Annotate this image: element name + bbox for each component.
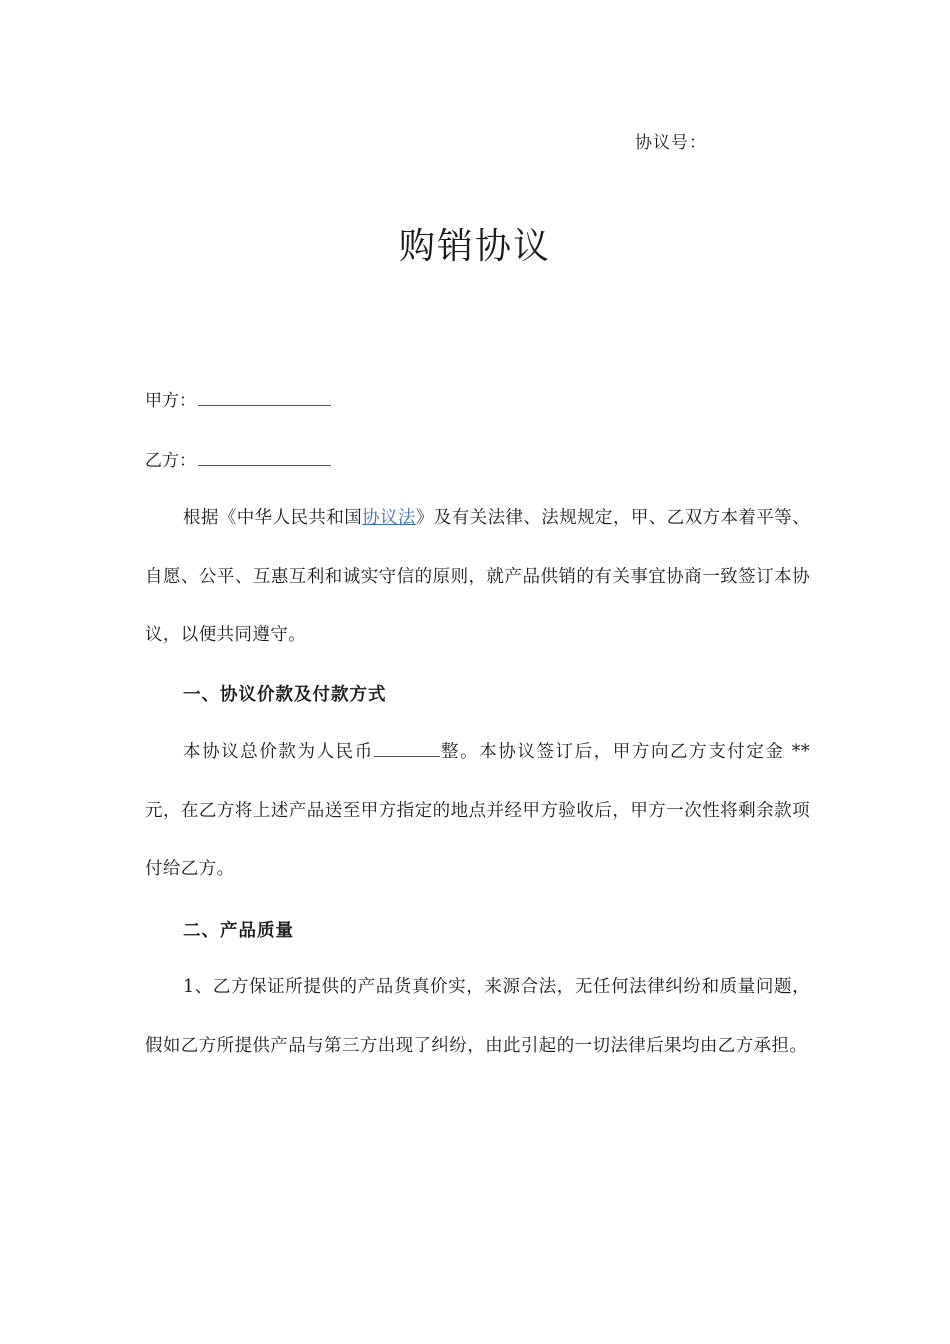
party-b-blank[interactable]: [198, 451, 331, 466]
contract-law-link[interactable]: 协议法: [362, 508, 416, 528]
section-1-heading: 一、协议价款及付款方式: [183, 685, 387, 705]
section-1-text-2: 整。本协议签订后，甲方向乙方支付定金 **元，在乙方将上述产品送至甲方指定的地点并经甲方验收后，甲方一次性将剩余款项付给乙方。: [145, 742, 810, 879]
preamble-text-2: 》及有关法律、法规规定，甲、乙双方本着平等、自愿、公平、互惠互利和诚实守信的原则，就产品供销的有关事宜协商一致签订本协议，以便共同遵守。: [145, 508, 811, 645]
agreement-number-label: 协议号：: [635, 133, 707, 153]
section-1-paragraph: [145, 723, 810, 899]
section-2-heading: 二、产品质量: [183, 921, 294, 941]
preamble-paragraph: [145, 489, 810, 665]
party-b-line: [145, 446, 331, 471]
section-2-clause-1: 1、乙方保证所提供的产品货真价实，来源合法，无任何法律纠纷和质量问题，假如乙方所提供产品与第三方出现了纠纷，由此引起的一切法律后果均由乙方承担。: [145, 977, 810, 1056]
section-1-text-1: 本协议总价款为人民币: [183, 742, 374, 762]
party-a-blank[interactable]: [198, 391, 331, 406]
party-a-line: [145, 386, 331, 411]
total-price-blank[interactable]: [374, 742, 440, 757]
party-a-label: 甲方：: [145, 391, 196, 411]
preamble-text-1: 根据《中华人民共和国: [183, 508, 363, 528]
party-b-label: 乙方：: [145, 451, 196, 471]
document-title: 购销协议: [398, 226, 551, 267]
